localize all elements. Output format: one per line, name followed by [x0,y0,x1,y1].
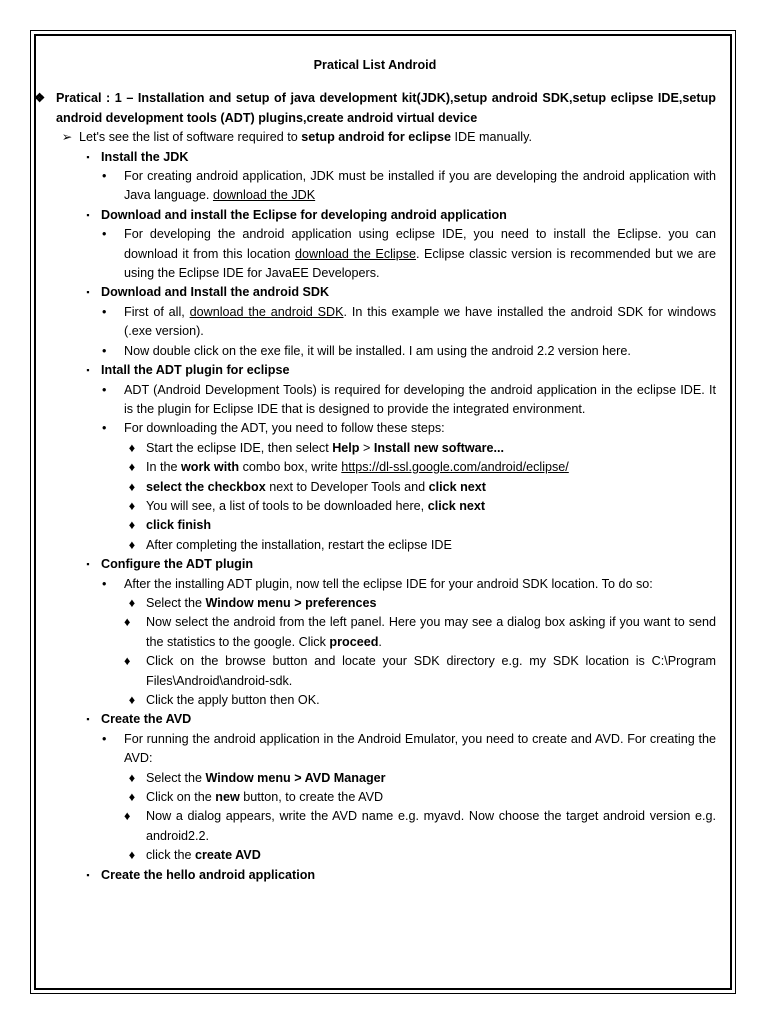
square-bullet-icon: ▪ [86,714,90,725]
list-item: • First of all, download the android SDK. In this example we have installed the android SDK for windows (.exe version). [102,304,717,339]
list-item: ♦ Select the Window menu > AVD Manager [34,769,716,788]
square-bullet-icon: ▪ [86,151,90,162]
list-item: • For developing the android application using eclipse IDE, you need to install the Eclipse. you can download it from this location download the Eclipse. Eclipse classic version is recommended but we are using the Eclipse IDE for JavaEE Developers. [102,227,716,281]
download-sdk-link[interactable]: download the android SDK [189,304,344,319]
section-install-jdk: ▪ Install the JDK [34,148,716,167]
bullet-icon: • [102,227,107,242]
diamond-bullet-icon: ♦ [128,440,136,455]
arrow-bullet-icon: ➢ [61,130,73,145]
diamond-bullet-icon: ♦ [128,770,136,785]
section-install-eclipse: ▪ Download and install the Eclipse for developing android application [34,206,716,225]
list-item: • For downloading the ADT, you need to follow these steps: [34,419,716,438]
practical-heading-text: Pratical : 1 – Installation and setup of java development kit(JDK),setup android SDK,setup eclipse IDE,setup android development tools (ADT) plugins,create android virtual device [56,91,716,125]
diamond-bullet-icon: ♦ [124,615,131,630]
list-item: ♦ Click on the new button, to create the AVD [34,788,716,807]
bullet-icon: • [102,731,107,746]
list-item: • Now double click on the exe file, it will be installed. I am using the android 2.2 version here. [34,342,716,361]
download-jdk-link[interactable]: download the JDK [212,188,316,203]
diamond-bullet-icon: ♦ [128,848,136,863]
diamond-bullet-icon: ♦ [128,537,136,552]
bullet-icon: • [102,304,107,319]
diamond-bullet-icon: ♦ [128,693,136,707]
section-install-sdk: ▪ Download and Install the android SDK [34,283,716,302]
list-item: ♦ Select the Window menu > preferences [34,594,716,613]
list-item: • For running the android application in the Android Emulator, you need to create and AVD. For creating the AVD: [102,731,716,766]
document-title: Pratical List Android [313,58,437,72]
list-item: ♦ Now select the android from the left panel. Here you may see a dialog box asking if you want to send the statistics to the google. Click proceed. [124,615,716,649]
intro-line: ➢ Let's see the list of software required to setup android for eclipse IDE manually. [34,128,716,147]
bullet-icon: • [102,169,107,184]
square-bullet-icon: ▪ [86,869,90,880]
square-bullet-icon: ▪ [86,209,90,220]
section-install-adt: ▪ Intall the ADT plugin for eclipse [34,361,716,380]
bullet-icon: • [102,382,107,397]
document-body [34,56,716,885]
diamond-bullet-icon: ♦ [128,479,136,494]
bullet-icon: • [102,343,107,358]
download-eclipse-link[interactable]: download the Eclipse [294,246,417,261]
list-item: • For creating android application, JDK must be installed if you are developing the android application with Java language. download the JDK [102,169,716,203]
section-configure-adt: ▪ Configure the ADT plugin [34,555,716,574]
list-item: ♦ Click the apply button then OK. [34,691,716,710]
list-item: • After the installing ADT plugin, now tell the eclipse IDE for your android SDK location. To do so: [34,575,716,594]
list-item: ♦ You will see, a list of tools to be downloaded here, click next [34,497,716,516]
list-item: ♦ select the checkbox next to Developer Tools and click next [34,478,716,497]
list-item: • ADT (Android Development Tools) is required for developing the android application in the eclipse IDE. It is the plugin for Eclipse IDE that is designed to provide the integrated environment. [102,382,716,416]
list-item: ♦ Start the eclipse IDE, then select Help > Install new software... [34,439,716,458]
diamond-star-icon: ❖ [34,91,46,106]
diamond-bullet-icon: ♦ [128,595,136,610]
list-item: ♦ Click on the browse button and locate your SDK directory e.g. my SDK location is C:\Program Files\Android\android-sdk. [124,654,716,688]
diamond-bullet-icon: ♦ [128,790,136,805]
adt-url-link[interactable]: https://dl-ssl.google.com/android/eclipse/ [341,460,569,475]
square-bullet-icon: ▪ [86,559,90,570]
list-item: ♦ After completing the installation, restart the eclipse IDE [34,536,716,555]
diamond-bullet-icon: ♦ [124,809,131,824]
list-item: ♦ Now a dialog appears, write the AVD name e.g. myavd. Now choose the target android version e.g. android2.2. [124,809,716,843]
diamond-bullet-icon: ♦ [128,460,136,475]
diamond-bullet-icon: ♦ [128,498,136,513]
square-bullet-icon: ▪ [86,365,90,376]
diamond-bullet-icon: ♦ [128,518,136,533]
bullet-icon: • [102,576,107,591]
list-item: ♦ click finish [34,516,716,535]
square-bullet-icon: ▪ [86,287,90,298]
practical-heading [34,89,716,128]
diamond-bullet-icon: ♦ [124,654,131,669]
bullet-icon: • [102,421,107,436]
list-item: ♦ In the work with combo box, write https://dl-ssl.google.com/android/eclipse/ [34,458,716,477]
list-item: ♦ click the create AVD [34,846,716,865]
section-create-avd: ▪ Create the AVD [34,710,716,729]
section-hello-android: ▪ Create the hello android application [34,866,716,885]
